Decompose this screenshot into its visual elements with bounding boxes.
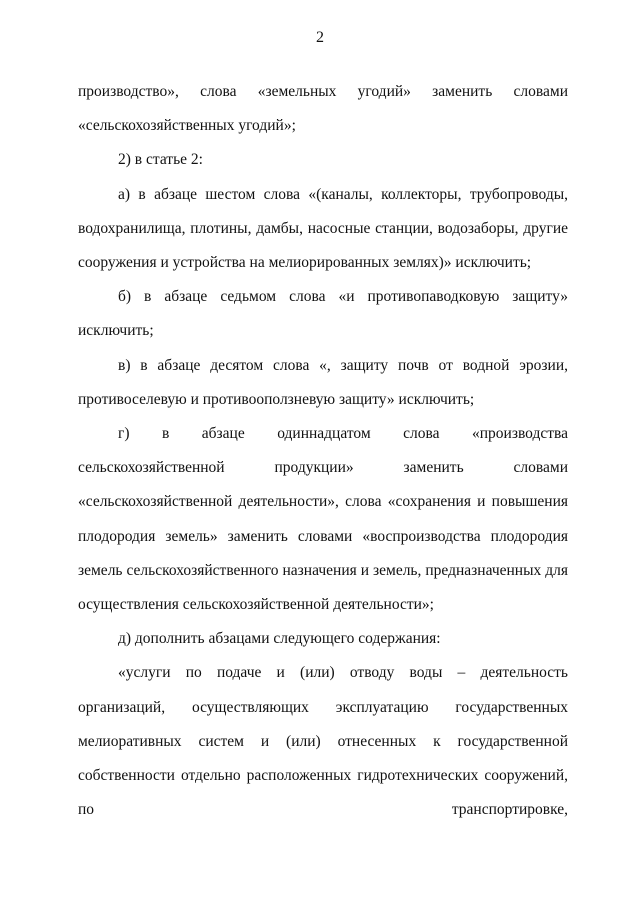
paragraph-item-g: г) в абзаце одиннадцатом слова «производства сельскохозяйственной продукции» заменить словами «сельскохозяйственной деятельности», слова «сохранения и повышения плодородия земель» заменить словами «воспроизводства плодородия земель сельскохозяйственного назначения и земель, предназначенных для осуществления сельскохозяйственной деятельности»; (78, 425, 568, 614)
paragraph-item-d: д) дополнить абзацами следующего содержания: (118, 630, 441, 648)
paragraph-item-v: в) в абзаце десятом слова «, защиту почв от водной эрозии, противоселевую и противооползневую защиту» исключить; (78, 356, 568, 408)
paragraph-item-2: 2) в статье 2: (118, 151, 203, 169)
document-body (78, 75, 568, 827)
paragraph-quote-services: «услуги по подаче и (или) отводу воды – деятельность организаций, осуществляющих эксплуатацию государственных мелиоративных систем и (или) отнесенных к государственной собственности отдельно расположенных гидротехнических сооружений, по транспортировке, (78, 664, 568, 819)
paragraph-item-a: а) в абзаце шестом слова «(каналы, коллекторы, трубопроводы, водохранилища, плотины, дамбы, насосные станции, водозаборы, другие сооружения и устройства на мелиорированных землях)» исключить; (78, 185, 568, 272)
paragraph-item-b: б) в абзаце седьмом слова «и противопаводковую защиту» исключить; (78, 288, 568, 340)
page-number: 2 (316, 29, 324, 46)
paragraph-continuation: производство», слова «земельных угодий» заменить словами «сельскохозяйственных угодий»; (78, 83, 568, 135)
